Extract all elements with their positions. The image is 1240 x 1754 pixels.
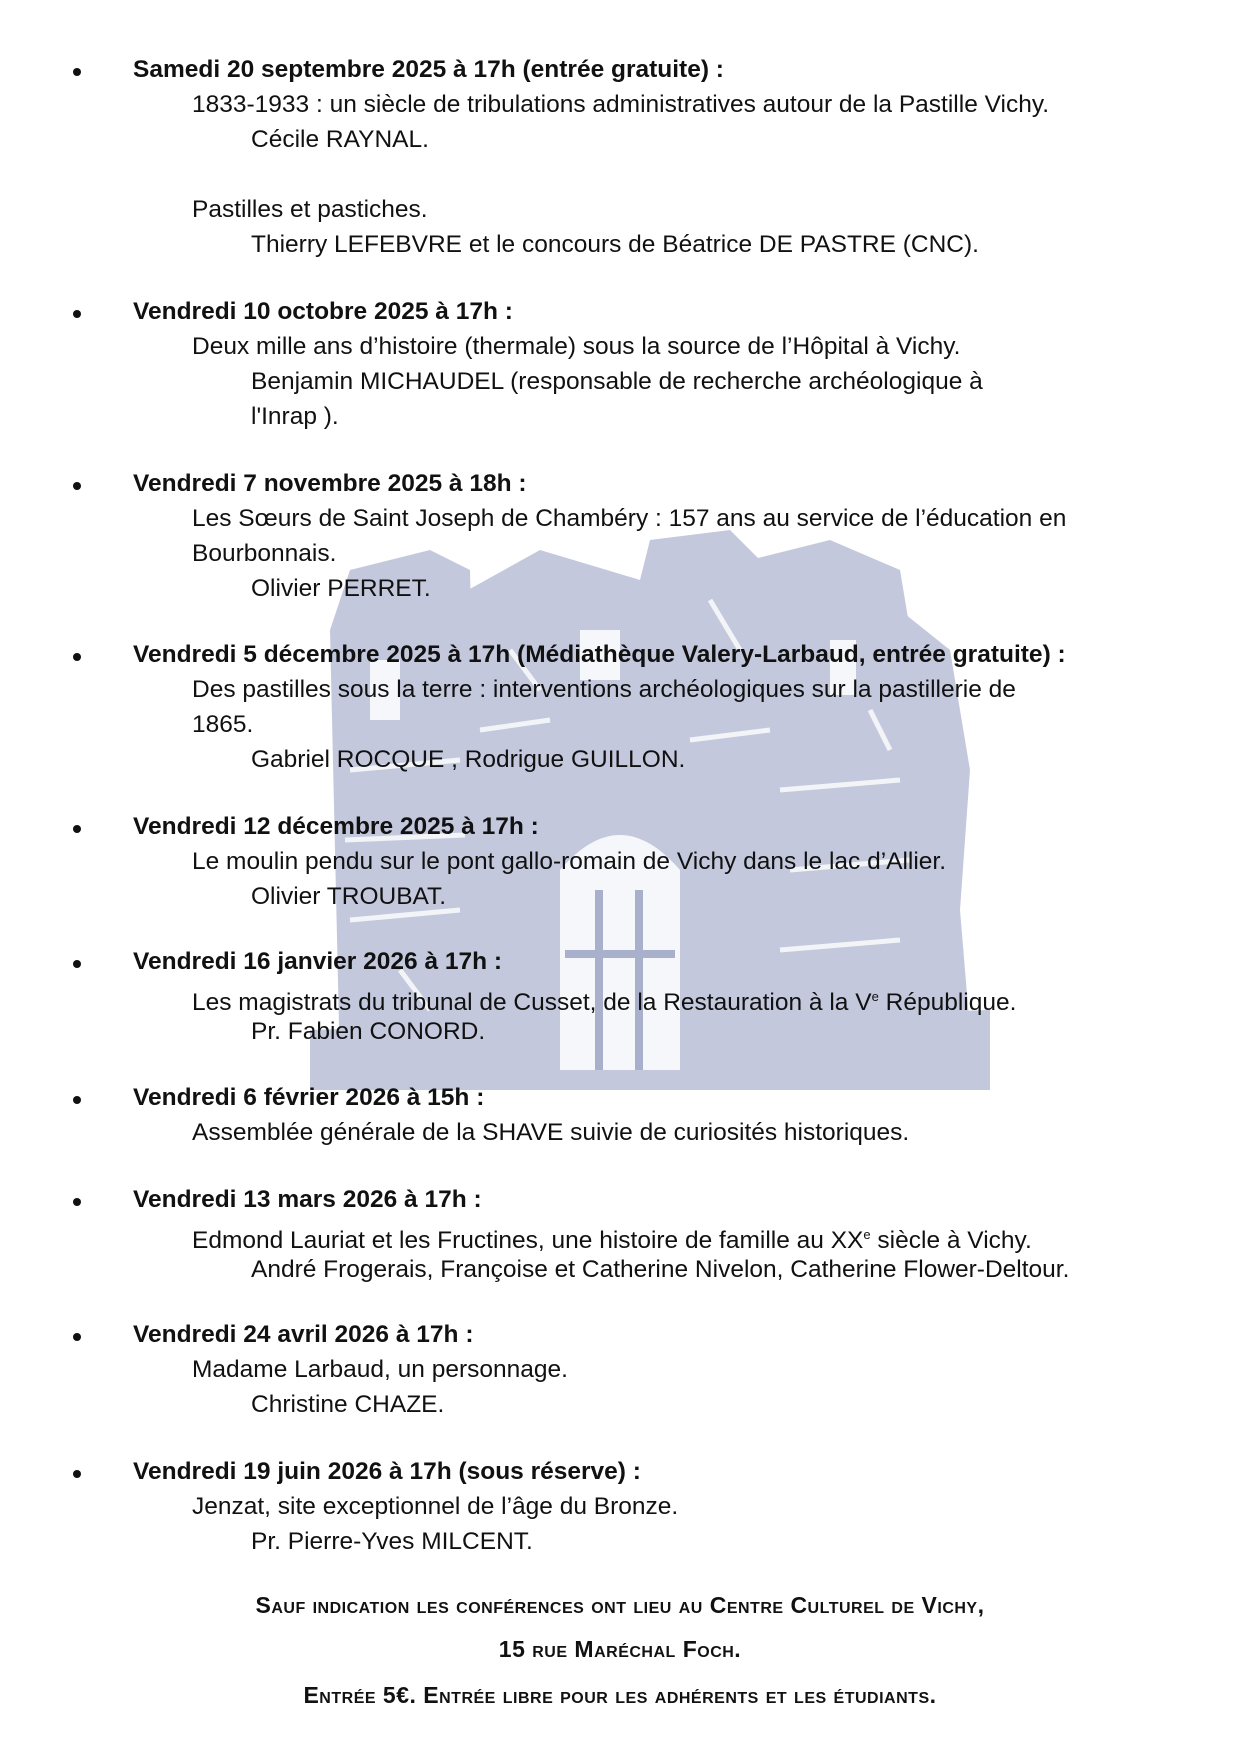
talk-title: 1833-1933 : un siècle de tribulations administratives autour de la Pastille Vichy. [192,91,1050,118]
event-date: Vendredi 10 octobre 2025 à 17h : [133,298,513,325]
bullet [73,1333,81,1341]
talk-title: Des pastilles sous la terre : interventions archéologiques sur la pastillerie de [192,676,1016,703]
event-date: Vendredi 24 avril 2026 à 17h : [133,1321,474,1348]
event-date: Samedi 20 septembre 2025 à 17h (entrée gratuite) : [133,56,724,83]
bullet [73,482,81,490]
event-date: Vendredi 12 décembre 2025 à 17h : [133,813,539,840]
talk-speaker: Benjamin MICHAUDEL (responsable de recherche archéologique à [251,368,983,395]
talk-speaker: Olivier PERRET. [251,575,431,602]
talk-title: Les Sœurs de Saint Joseph de Chambéry : 157 ans au service de l’éducation en [192,505,1067,532]
bullet [73,1096,81,1104]
event-date: Vendredi 5 décembre 2025 à 17h (Médiathèque Valery-Larbaud, entrée gratuite) : [133,641,1066,668]
talk-speaker: Christine CHAZE. [251,1391,445,1418]
bullet [73,653,81,661]
talk-title: Pastilles et pastiches. [192,196,428,223]
talk-speaker: Cécile RAYNAL. [251,126,429,153]
bullet [73,1470,81,1478]
footer-address: 15 rue Maréchal Foch. [498,1636,742,1662]
talk-title: Le moulin pendu sur le pont gallo-romain de Vichy dans le lac d’Allier. [192,848,947,875]
talk-speaker: André Frogerais, Françoise et Catherine Nivelon, Catherine Flower-Deltour. [251,1256,1070,1283]
talk-speaker: Pr. Pierre-Yves MILCENT. [251,1528,533,1555]
event-date: Vendredi 19 juin 2026 à 17h (sous réserve) : [133,1458,641,1485]
footer-price: Entrée 5€. Entrée libre pour les adhérents et les étudiants. [303,1682,937,1708]
talk-speaker-cont: l'Inrap ). [251,403,339,430]
event-date: Vendredi 16 janvier 2026 à 17h : [133,948,503,975]
talk-speaker: Pr. Fabien CONORD. [251,1018,486,1045]
event-date: Vendredi 13 mars 2026 à 17h : [133,1186,482,1213]
talk-speaker: Olivier TROUBAT. [251,883,447,910]
bullet [73,1198,81,1206]
bullet [73,960,81,968]
talk-title: Deux mille ans d’histoire (thermale) sous la source de l’Hôpital à Vichy. [192,333,961,360]
talk-title-part: Edmond Lauriat et les Fructines, une histoire de famille au XX [192,1227,864,1255]
superscript: e [863,1227,871,1242]
talk-title-part: Les magistrats du tribunal de Cusset, de la Restauration à la V [192,989,872,1017]
talk-title: Assemblée générale de la SHAVE suivie de curiosités historiques. [192,1119,910,1146]
talk-title-cont: 1865. [192,711,254,738]
event-date: Vendredi 6 février 2026 à 15h : [133,1084,485,1111]
superscript: e [871,989,879,1004]
talk-title: Madame Larbaud, un personnage. [192,1356,568,1383]
footer-location: Sauf indication les conférences ont lieu au Centre Culturel de Vichy, [255,1592,985,1618]
talk-speaker: Thierry LEFEBVRE et le concours de Béatrice DE PASTRE (CNC). [251,231,979,258]
bullet [73,825,81,833]
bullet [73,68,81,76]
talk-title-part: République. [878,989,1017,1017]
event-date: Vendredi 7 novembre 2025 à 18h : [133,470,527,497]
talk-title-part: siècle à Vichy. [870,1227,1032,1255]
talk-title-cont: Bourbonnais. [192,540,337,567]
bullet [73,310,81,318]
talk-title: Jenzat, site exceptionnel de l’âge du Bronze. [192,1493,679,1520]
talk-speaker: Gabriel ROCQUE , Rodrigue GUILLON. [251,746,686,773]
